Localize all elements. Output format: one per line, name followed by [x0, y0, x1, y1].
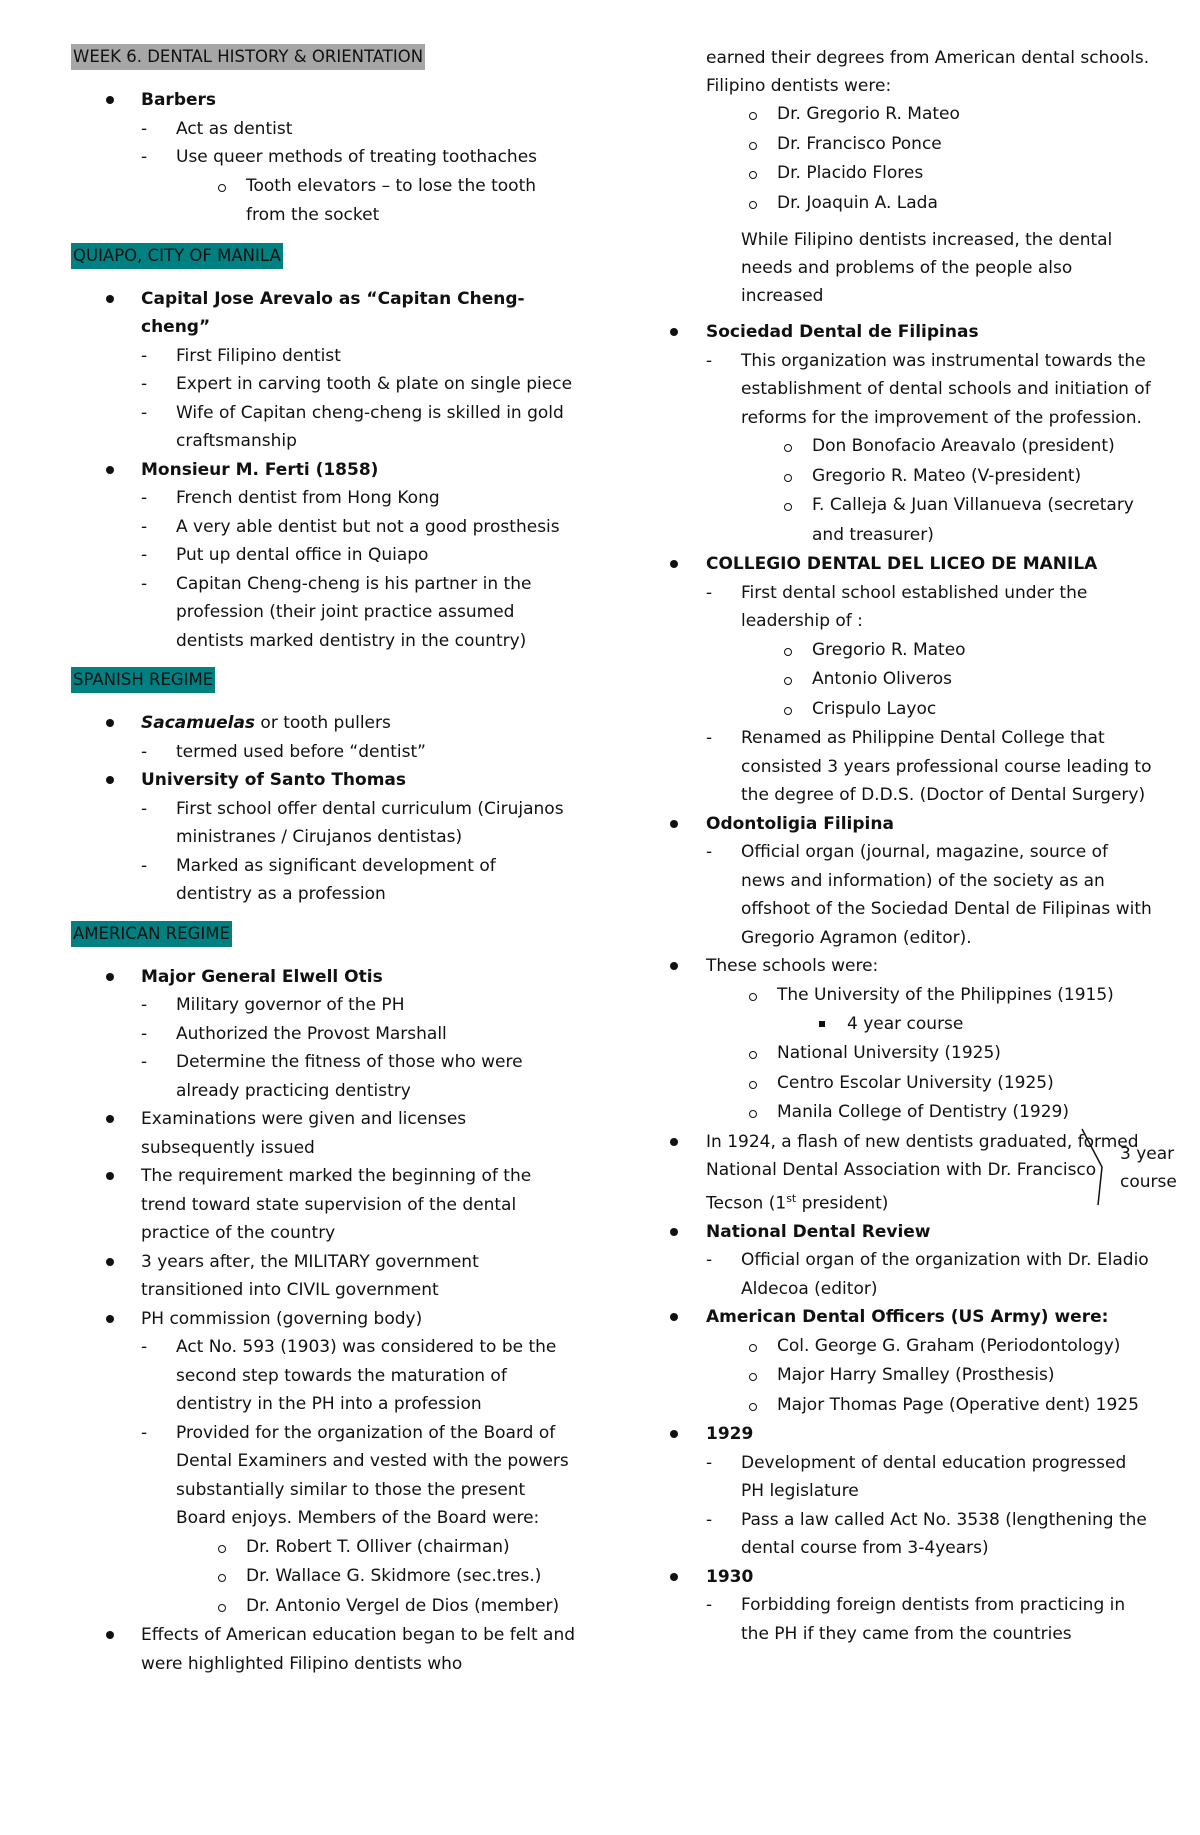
circle-item: Major Thomas Page (Operative dent) 1925: [664, 1391, 1154, 1421]
bullet-collegio: COLLEGIO DENTAL DEL LICEO DE MANILA: [664, 550, 1154, 579]
bullet-1930: 1930: [664, 1563, 1154, 1592]
bullet-requirement: The requirement marked the beginning of the trend toward state supervision of the dental practice of the country: [71, 1162, 576, 1248]
circle-item: Crispulo Layoc: [664, 695, 1154, 725]
circle-item: Dr. Wallace G. Skidmore (sec.tres.): [71, 1562, 576, 1592]
dash-item: - This organization was instrumental towards the establishment of dental schools and initiation of reforms for the improvement of the profession.: [664, 347, 1154, 433]
dash-item: - Military governor of the PH: [71, 991, 576, 1020]
circle-item: Tooth elevators – to lose the tooth from the socket: [71, 172, 576, 231]
circle-item: Centro Escolar University (1925): [664, 1069, 1154, 1099]
circle-item: Col. George G. Graham (Periodontology): [664, 1332, 1154, 1362]
circle-item: Dr. Gregorio R. Mateo: [664, 100, 1154, 130]
dash-item: - Renamed as Philippine Dental College that consisted 3 years professional course leading to the degree of D.D.S. (Doctor of Dental Surgery): [664, 724, 1154, 810]
dash-item: - Wife of Capitan cheng-cheng is skilled in gold craftsmanship: [71, 399, 576, 456]
brace-icon: [1080, 1127, 1110, 1207]
circle-item: Major Harry Smalley (Prosthesis): [664, 1361, 1154, 1391]
heading-quiapo: QUIAPO, CITY OF MANILA: [71, 243, 283, 269]
bullet-otis: Major General Elwell Otis: [71, 963, 576, 992]
heading-week: WEEK 6. DENTAL HISTORY & ORIENTATION: [71, 44, 425, 70]
bullet-schools: These schools were:: [664, 952, 1154, 981]
right-column: [664, 0, 1154, 1648]
dash-item: - Authorized the Provost Marshall: [71, 1020, 576, 1049]
dash-item: - Act as dentist: [71, 115, 576, 144]
circle-item: Dr. Robert T. Olliver (chairman): [71, 1533, 576, 1563]
dash-item: - Development of dental education progressed PH legislature: [664, 1449, 1154, 1506]
bullet-ferti: Monsieur M. Ferti (1858): [71, 456, 576, 485]
sacamuelas-rest: or tooth pullers: [255, 713, 391, 733]
square-item: 4 year course: [664, 1010, 1154, 1039]
circle-item: Manila College of Dentistry (1929): [664, 1098, 1154, 1128]
continued-text: earned their degrees from American dental schools. Filipino dentists were:: [706, 48, 1150, 96]
dash-item: - Official organ (journal, magazine, source of news and information) of the society as an offshoot of the Sociedad Dental de Filipinas with Gregorio Agramon (editor).: [664, 838, 1154, 952]
circle-item: Dr. Antonio Vergel de Dios (member): [71, 1592, 576, 1622]
circle-item: Dr. Francisco Ponce: [664, 130, 1154, 160]
bullet-ado: American Dental Officers (US Army) were:: [664, 1303, 1154, 1332]
circle-item: The University of the Philippines (1915): [664, 981, 1154, 1011]
bullet-odontoligia: Odontoligia Filipina: [664, 810, 1154, 839]
dash-item: - Expert in carving tooth & plate on single piece: [71, 370, 576, 399]
paragraph-while: While Filipino dentists increased, the dental needs and problems of the people also increased: [741, 230, 1113, 306]
dash-item: - A very able dentist but not a good prosthesis: [71, 513, 576, 542]
dash-item: - Pass a law called Act No. 3538 (lengthening the dental course from 3-4years): [664, 1506, 1154, 1563]
bullet-ust: University of Santo Thomas: [71, 766, 576, 795]
heading-american: AMERICAN REGIME: [71, 921, 232, 947]
circle-item: Dr. Joaquin A. Lada: [664, 189, 1154, 219]
circle-item: Antonio Oliveros: [664, 665, 1154, 695]
bullet-ndr: National Dental Review: [664, 1218, 1154, 1247]
bullet-exams: Examinations were given and licenses subsequently issued: [71, 1105, 576, 1162]
bullet-sociedad: Sociedad Dental de Filipinas: [664, 318, 1154, 347]
circle-item: Gregorio R. Mateo: [664, 636, 1154, 666]
three-year-course-note: 3 year course: [1120, 1144, 1177, 1192]
dash-item: - Forbidding foreign dentists from practicing in the PH if they came from the countries: [664, 1591, 1154, 1648]
left-column: [71, 0, 576, 1678]
dash-item: - Official organ of the organization with Dr. Eladio Aldecoa (editor): [664, 1246, 1154, 1303]
bullet-1929: 1929: [664, 1420, 1154, 1449]
bullet-three-years: 3 years after, the MILITARY government transitioned into CIVIL government: [71, 1248, 576, 1305]
text-1924-b: president): [796, 1193, 889, 1214]
superscript-st: st: [786, 1191, 797, 1205]
bullet-arevalo: Capital Jose Arevalo as “Capitan Cheng-cheng”: [71, 285, 576, 342]
heading-spanish: SPANISH REGIME: [71, 667, 215, 693]
bullet-barbers: Barbers: [71, 86, 576, 115]
sacamuelas-term: Sacamuelas: [141, 713, 256, 733]
circle-item: National University (1925): [664, 1039, 1154, 1069]
dash-item: - Use queer methods of treating toothaches: [71, 143, 576, 172]
circle-item: Dr. Placido Flores: [664, 159, 1154, 189]
dash-item: - First Filipino dentist: [71, 342, 576, 371]
dash-item: - First dental school established under the leadership of :: [664, 579, 1154, 636]
dash-item: - French dentist from Hong Kong: [71, 484, 576, 513]
dash-item: - Marked as significant development of dentistry as a profession: [71, 852, 576, 909]
dash-item: - Act No. 593 (1903) was considered to be the second step towards the maturation of dentistry in the PH into a profession: [71, 1333, 576, 1419]
bullet-ph-commission: PH commission (governing body): [71, 1305, 576, 1334]
dash-item: - Capitan Cheng-cheng is his partner in the profession (their joint practice assumed dentists marked dentistry in the country): [71, 570, 576, 656]
text-1924-a: In 1924, a flash of new dentists graduated, formed National Dental Association with Dr. Francisco Tecson (1: [706, 1131, 1139, 1214]
dash-item: - Determine the fitness of those who were already practicing dentistry: [71, 1048, 576, 1105]
dash-item: - termed used before “dentist”: [71, 738, 576, 767]
circle-item: F. Calleja & Juan Villanueva (secretary and treasurer): [664, 491, 1154, 550]
circle-item: Don Bonofacio Areavalo (president): [664, 432, 1154, 462]
dash-item: - First school offer dental curriculum (Cirujanos ministranes / Cirujanos dentistas): [71, 795, 576, 852]
bullet-effects: Effects of American education began to be felt and were highlighted Filipino dentists who: [71, 1621, 576, 1678]
dash-item: - Provided for the organization of the Board of Dental Examiners and vested with the powers substantially similar to those the present Board enjoys. Members of the Board were:: [71, 1419, 576, 1533]
bullet-sacamuelas: [71, 709, 576, 738]
circle-item: Gregorio R. Mateo (V-president): [664, 462, 1154, 492]
dash-item: - Put up dental office in Quiapo: [71, 541, 576, 570]
